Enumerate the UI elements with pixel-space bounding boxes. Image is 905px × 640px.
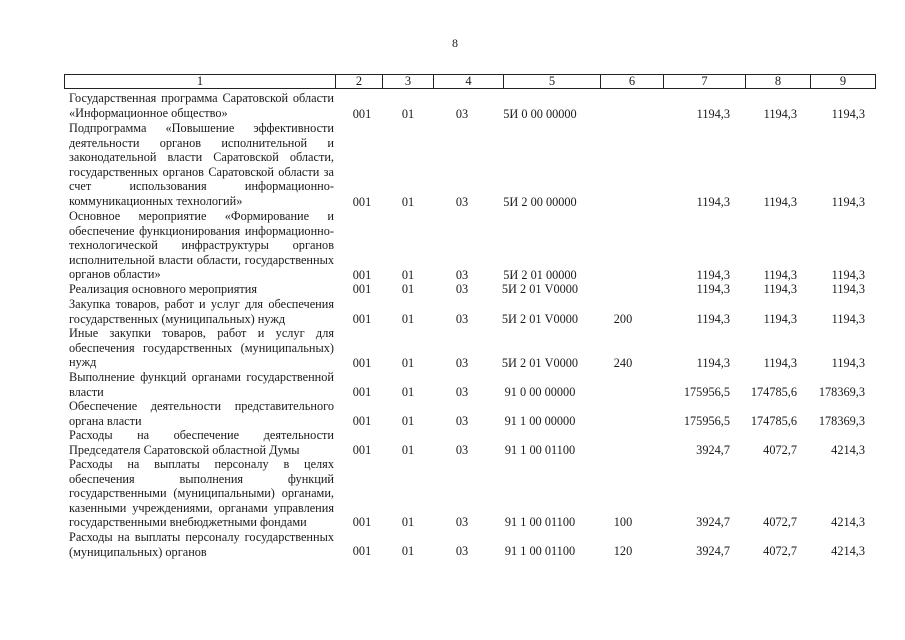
column-header: 5 [504,75,601,89]
row-description: Закупка товаров, работ и услуг для обеспечения государственных (муниципальных) нужд [69,297,334,326]
cell-col8: 174785,6 [750,385,797,399]
cell-col8: 174785,6 [750,414,797,428]
cell-col3: 01 [401,107,415,121]
cell-col5: 91 1 00 01100 [504,544,576,558]
cell-col4: 03 [455,385,469,399]
cell-col3: 01 [401,282,415,296]
column-header: 7 [664,75,746,89]
cell-col9: 178369,3 [818,414,865,428]
column-header: 6 [601,75,664,89]
cell-col7: 1194,3 [696,268,730,282]
cell-col8: 4072,7 [763,544,797,558]
cell-col5: 91 0 00 00000 [504,385,576,399]
cell-col2: 001 [352,443,372,457]
row-description: Выполнение функций органами государственной власти [69,370,334,399]
cell-col4: 03 [455,544,469,558]
cell-col2: 001 [352,268,372,282]
cell-col2: 001 [352,544,372,558]
row-description: Расходы на обеспечение деятельности Председателя Саратовской областной Думы [69,428,334,457]
cell-col9: 1194,3 [831,312,865,326]
cell-col6: 200 [613,312,633,326]
cell-col2: 001 [352,312,372,326]
cell-col4: 03 [455,312,469,326]
cell-col9: 1194,3 [831,268,865,282]
cell-col9: 1194,3 [831,356,865,370]
cell-col3: 01 [401,195,415,209]
cell-col2: 001 [352,515,372,529]
cell-col5: 5И 2 01 V0000 [501,282,579,296]
cell-col8: 1194,3 [763,268,797,282]
cell-col7: 1194,3 [696,107,730,121]
cell-col3: 01 [401,385,415,399]
cell-col5: 5И 2 00 00000 [503,195,577,209]
cell-col8: 4072,7 [763,443,797,457]
row-description: Подпрограмма «Повышение эффективности деятельности органов исполнительной и законодательной власти Саратовской области, государственных органов Саратовской области за счет использования информационно-коммуникационных технологий» [69,121,334,208]
column-header: 2 [336,75,383,89]
cell-col5: 5И 2 01 V0000 [501,312,579,326]
cell-col2: 001 [352,414,372,428]
cell-col6: 240 [613,356,633,370]
cell-col8: 4072,7 [763,515,797,529]
cell-col2: 001 [352,282,372,296]
cell-col3: 01 [401,414,415,428]
cell-col4: 03 [455,414,469,428]
cell-col7: 1194,3 [696,195,730,209]
cell-col4: 03 [455,107,469,121]
cell-col9: 1194,3 [831,107,865,121]
cell-col7: 3924,7 [696,544,730,558]
cell-col4: 03 [455,195,469,209]
cell-col4: 03 [455,443,469,457]
cell-col6: 100 [613,515,633,529]
cell-col7: 1194,3 [696,356,730,370]
cell-col5: 91 1 00 00000 [504,414,576,428]
cell-col5: 5И 2 01 00000 [503,268,577,282]
cell-col5: 91 1 00 01100 [504,443,576,457]
cell-col9: 4214,3 [831,443,865,457]
cell-col7: 175956,5 [683,414,730,428]
row-description: Расходы на выплаты персоналу в целях обеспечения выполнения функций государственными (муниципальными) органами, казенными учреждениями, органами управления государственными внебюджетными фондами [69,457,334,530]
cell-col7: 1194,3 [696,282,730,296]
row-description: Иные закупки товаров, работ и услуг для обеспечения государственных (муниципальных) нужд [69,326,334,370]
cell-col2: 001 [352,195,372,209]
cell-col4: 03 [455,515,469,529]
cell-col8: 1194,3 [763,195,797,209]
column-header: 9 [811,75,876,89]
row-description: Обеспечение деятельности представительного органа власти [69,399,334,428]
cell-col8: 1194,3 [763,356,797,370]
cell-col3: 01 [401,356,415,370]
cell-col9: 1194,3 [831,195,865,209]
cell-col5: 91 1 00 01100 [504,515,576,529]
cell-col9: 4214,3 [831,544,865,558]
cell-col9: 4214,3 [831,515,865,529]
cell-col9: 178369,3 [818,385,865,399]
cell-col6: 120 [613,544,633,558]
column-header: 8 [746,75,811,89]
row-description: Государственная программа Саратовской области «Информационное общество» [69,91,334,120]
cell-col9: 1194,3 [831,282,865,296]
cell-col3: 01 [401,515,415,529]
cell-col8: 1194,3 [763,312,797,326]
cell-col3: 01 [401,312,415,326]
cell-col5: 5И 2 01 V0000 [501,356,579,370]
page-number: 8 [452,36,458,50]
cell-col2: 001 [352,107,372,121]
cell-col2: 001 [352,385,372,399]
cell-col3: 01 [401,443,415,457]
cell-col8: 1194,3 [763,282,797,296]
cell-col7: 3924,7 [696,443,730,457]
cell-col3: 01 [401,268,415,282]
column-header: 1 [65,75,336,89]
cell-col4: 03 [455,268,469,282]
cell-col7: 3924,7 [696,515,730,529]
cell-col7: 175956,5 [683,385,730,399]
row-description: Основное мероприятие «Формирование и обеспечение функционирования информационно-технологической инфраструктуры органов исполнительной власти области, государственных органов области» [69,209,334,282]
cell-col8: 1194,3 [763,107,797,121]
cell-col4: 03 [455,282,469,296]
cell-col4: 03 [455,356,469,370]
column-header: 3 [383,75,434,89]
cell-col7: 1194,3 [696,312,730,326]
cell-col5: 5И 0 00 00000 [503,107,577,121]
row-description: Расходы на выплаты персоналу государственных (муниципальных) органов [69,530,334,559]
row-description: Реализация основного мероприятия [69,282,258,296]
column-header: 4 [434,75,504,89]
cell-col2: 001 [352,356,372,370]
cell-col3: 01 [401,544,415,558]
